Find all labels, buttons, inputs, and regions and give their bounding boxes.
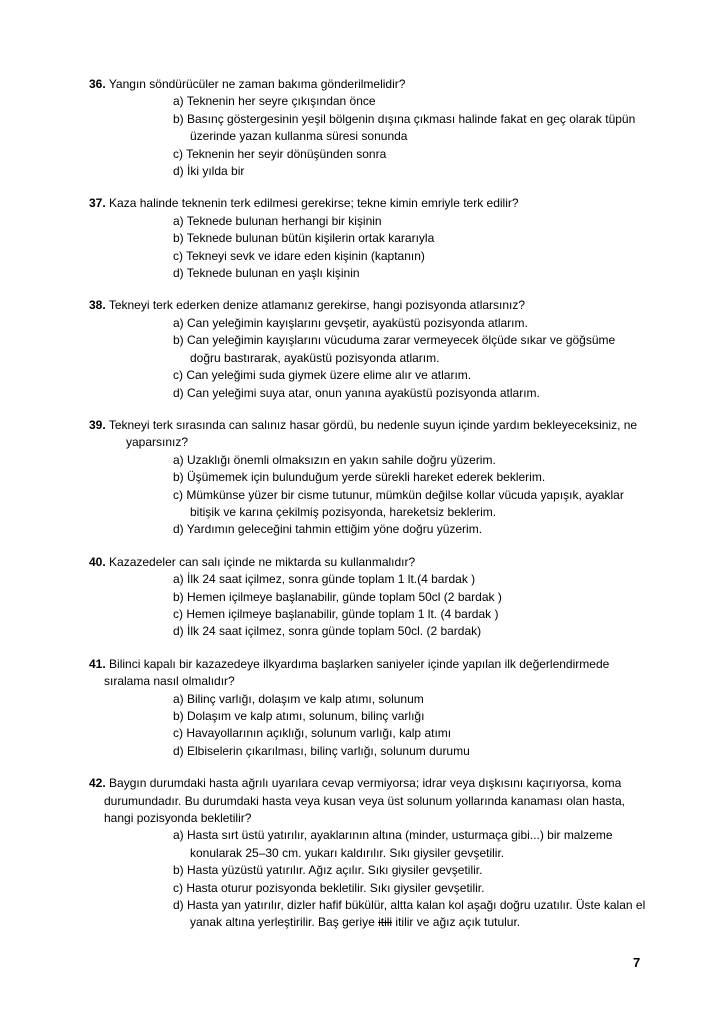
question-list bbox=[89, 76, 649, 947]
option-c: c) Hasta oturur pozisyonda bekletilir. Sıkı giysiler gevşetilir. bbox=[173, 880, 485, 895]
question-stem: Tekneyi terk ederken denize atlamanız gerekirse, hangi pozisyonda atlarsınız? bbox=[108, 298, 526, 313]
question-stem: Kaza halinde teknenin terk edilmesi gerekirse; tekne kimin emriyle terk edilir? bbox=[109, 196, 519, 211]
question-number: 40. bbox=[89, 554, 106, 569]
question-number: 39. bbox=[89, 417, 106, 432]
question-text bbox=[89, 656, 649, 691]
options bbox=[173, 315, 649, 402]
question-text bbox=[89, 417, 649, 452]
question-text bbox=[89, 554, 649, 571]
options bbox=[173, 691, 649, 761]
option-d: d) İlk 24 saat içilmez, sonra günde toplam 50cl. (2 bardak) bbox=[173, 624, 482, 639]
option-text-tail: itilir ve ağız açık tutulur. bbox=[392, 915, 521, 930]
question-38 bbox=[89, 297, 649, 401]
question-stem: Yangın söndürücüler ne zaman bakıma gönderilmelidir? bbox=[108, 77, 406, 91]
option-c: c) Havayollarının açıklığı, solunum varlığı, kalp atımı bbox=[173, 726, 452, 741]
options bbox=[173, 452, 649, 539]
option-b: b) Can yeleğimin kayışlarını vücuduma zarar vermeyecek ölçüde sıkar ve göğsüme doğru bastırarak, ayaküstü pozisyonda atlarım. bbox=[173, 333, 616, 365]
question-41 bbox=[89, 656, 649, 760]
option-b: b) Basınç göstergesinin yeşil bölgenin dışına çıkması halinde fakat en geç olarak tüpün üzerinde yazan kullanma süresi sonunda bbox=[173, 111, 636, 144]
option-d: d) İki yılda bir bbox=[173, 164, 245, 179]
question-number: 42. bbox=[89, 776, 106, 791]
options bbox=[173, 213, 649, 283]
question-37 bbox=[89, 195, 649, 282]
question-stem: Bilinci kapalı bir kazazedeye ilkyardıma başlarken saniyeler içinde yapılan ilk değerlendirmede sıralama nasıl olmalıdır? bbox=[104, 656, 610, 689]
question-number: 38. bbox=[89, 298, 106, 313]
page-number: 7 bbox=[633, 955, 641, 970]
option-a: a) Teknenin her seyre çıkışından önce bbox=[173, 94, 376, 109]
option-b: b) Teknede bulunan bütün kişilerin ortak kararıyla bbox=[173, 231, 435, 246]
option-text: d) Hasta yan yatırılır, dizler hafif bükülür, altta kalan kol aşağı doğru uzatılır. Üste kalan el yanak altına yerleştirilir. Baş geriye bbox=[173, 898, 646, 930]
question-number: 41. bbox=[89, 656, 106, 671]
option-c: c) Hemen içilmeye başlanabilir, günde toplam 1 lt. (4 bardak ) bbox=[173, 606, 499, 621]
question-39 bbox=[89, 417, 649, 539]
option-d bbox=[173, 897, 649, 932]
option-a: a) Hasta sırt üstü yatırılır, ayaklarının altına (minder, usturmaça gibi...) bir malzeme konularak 25–30 cm. yukarı kaldırılır. Sıkı giysiler gevşetilir. bbox=[173, 828, 613, 860]
options bbox=[173, 93, 649, 180]
option-d: d) Elbiselerin çıkarılması, bilinç varlığı, solunum durumu bbox=[173, 743, 470, 758]
option-c: c) Teknenin her seyir dönüşünden sonra bbox=[173, 146, 387, 161]
options bbox=[173, 571, 649, 641]
question-stem: Baygın durumdaki hasta ağrılı uyarılara cevap vermiyorsa; idrar veya dışkısını kaçırıyorsa, koma durumundadır. Bu durumdaki hasta veya kusan veya üst solunum yollarında kanaması olan hasta, hangi pozisyonda bekletilir? bbox=[104, 776, 625, 826]
option-b: b) Dolaşım ve kalp atımı, solunum, bilinç varlığı bbox=[173, 709, 425, 723]
question-42 bbox=[89, 775, 649, 932]
question-number: 36. bbox=[89, 77, 106, 91]
question-stem: Tekneyi terk sırasında can salınız hasar gördü, bu nedenle suyun içinde yardım bekleyeceksiniz, ne yaparsınız? bbox=[108, 417, 638, 450]
option-b: b) Üşümemek için bulunduğum yerde sürekli hareket ederek beklerim. bbox=[173, 470, 546, 485]
question-40 bbox=[89, 554, 649, 641]
option-a: a) Uzaklığı önemli olmaksızın en yakın sahile doğru yüzerim. bbox=[173, 452, 496, 467]
option-a: a) İlk 24 saat içilmez, sonra günde toplam 1 lt.(4 bardak ) bbox=[173, 572, 476, 587]
option-a: a) Can yeleğimin kayışlarını gevşetir, ayaküstü pozisyonda atlarım. bbox=[173, 315, 528, 330]
question-text bbox=[89, 297, 649, 314]
option-d: d) Teknede bulunan en yaşlı kişinin bbox=[173, 266, 360, 281]
option-d: d) Can yeleğimi suya atar, onun yanına ayaküstü pozisyonda atlarım. bbox=[173, 385, 540, 400]
question-number: 37. bbox=[89, 196, 106, 211]
option-a: a) Teknede bulunan herhangi bir kişinin bbox=[173, 213, 382, 228]
question-text bbox=[89, 775, 649, 827]
strikethrough-text: itili bbox=[378, 915, 393, 930]
options bbox=[173, 827, 649, 931]
option-c: c) Can yeleğimi suda giymek üzere elime alır ve atlarım. bbox=[173, 368, 472, 383]
question-36 bbox=[89, 76, 649, 180]
option-b: b) Hasta yüzüstü yatırılır. Ağız açılır. Sıkı giysiler gevşetilir. bbox=[173, 863, 483, 878]
question-text bbox=[89, 195, 649, 212]
option-c: c) Mümkünse yüzer bir cisme tutunur, mümkün değilse kollar vücuda yapışık, ayaklar bitişik ve karına çekilmiş pozisyonda, hareketsiz beklerim. bbox=[173, 487, 624, 519]
option-c: c) Tekneyi sevk ve idare eden kişinin (kaptanın) bbox=[173, 248, 425, 263]
option-b: b) Hemen içilmeye başlanabilir, günde toplam 50cl (2 bardak ) bbox=[173, 589, 502, 604]
option-a: a) Bilinç varlığı, dolaşım ve kalp atımı, solunum bbox=[173, 691, 424, 706]
option-d: d) Yardımın geleceğini tahmin ettiğim yöne doğru yüzerim. bbox=[173, 522, 483, 537]
question-text bbox=[89, 76, 649, 93]
question-stem: Kazazedeler can salı içinde ne miktarda su kullanmalıdır? bbox=[109, 554, 416, 569]
